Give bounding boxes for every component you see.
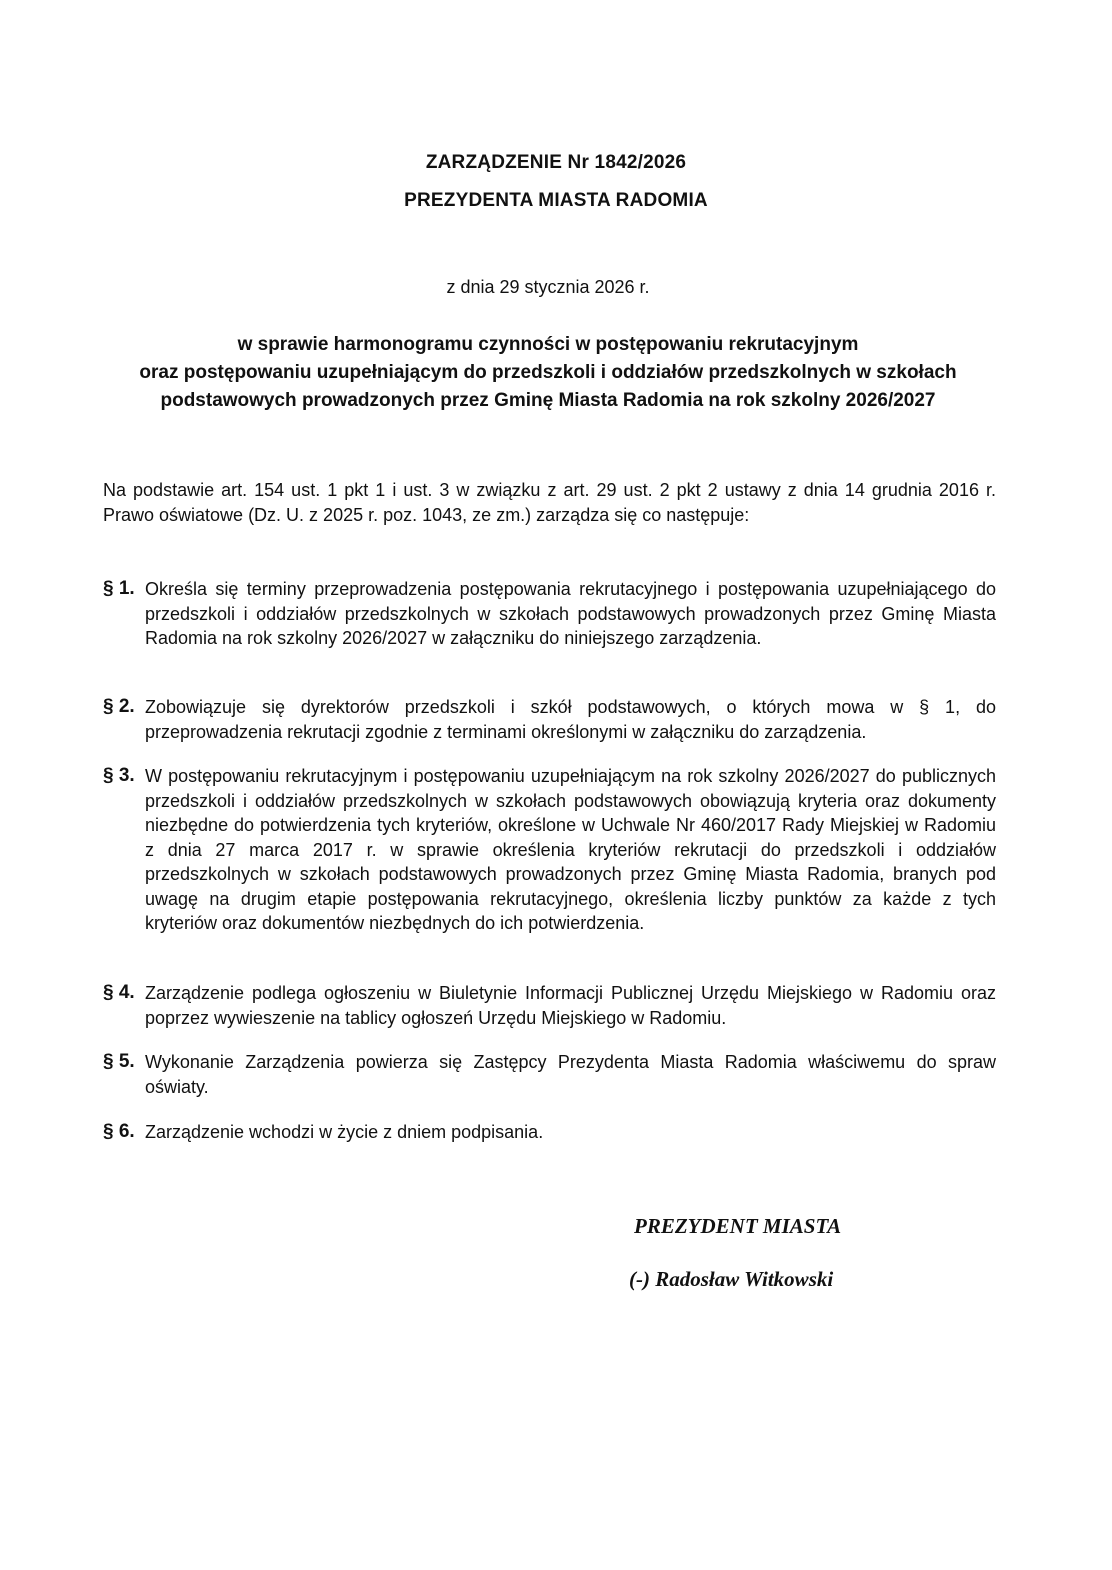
document-subject [100, 331, 996, 415]
document-issuer: PREZYDENTA MIASTA RADOMIA [404, 190, 708, 211]
paragraph-text: Zarządzenie podlega ogłoszeniu w Biuletynie Informacji Publicznej Urzędu Miejskiego w Radomiu oraz poprzez wywieszenie na tablicy ogłoszeń Urzędu Miejskiego w Radomiu. [145, 983, 996, 1028]
legal-basis: Na podstawie art. 154 ust. 1 pkt 1 i ust. 3 w związku z art. 29 ust. 2 pkt 2 ustawy z dnia 14 grudnia 2016 r. Prawo oświatowe (Dz. U. z 2025 r. poz. 1043, ze zm.) zarządza się co następuje: [103, 480, 996, 525]
paragraph-text: Zobowiązuje się dyrektorów przedszkoli i szkół podstawowych, o których mowa w § 1, do przeprowadzenia rekrutacji zgodnie z terminami określonymi w załączniku do zarządzenia. [145, 697, 996, 742]
paragraph-number: § 4. [103, 982, 135, 1003]
document-title: ZARZĄDZENIE Nr 1842/2026 [425, 152, 687, 173]
paragraph-3 [103, 764, 996, 936]
paragraph-text: Określa się terminy przeprowadzenia postępowania rekrutacyjnego i postępowania uzupełniającego do przedszkoli i oddziałów przedszkolnych w szkołach podstawowych prowadzonych przez Gminę Miasta Radomia na rok szkolny 2026/2027 w załączniku do niniejszego zarządzenia. [145, 579, 996, 648]
signature-title: PREZYDENT MIASTA [634, 1214, 842, 1238]
paragraph-number: § 3. [103, 765, 135, 786]
signature-name: (-) Radosław Witkowski [629, 1267, 834, 1291]
paragraph-6 [103, 1120, 996, 1145]
subject-line: podstawowych prowadzonych przez Gminę Miasta Radomia na rok szkolny 2026/2027 [160, 390, 936, 411]
paragraph-text: Zarządzenie wchodzi w życie z dniem podpisania. [145, 1122, 544, 1142]
subject-line: w sprawie harmonogramu czynności w postępowaniu rekrutacyjnym [237, 334, 859, 355]
paragraph-text: W postępowaniu rekrutacyjnym i postępowaniu uzupełniającym na rok szkolny 2026/2027 do publicznych przedszkoli i oddziałów przedszkolnych w szkołach podstawowych obowiązują kryteria oraz dokumenty niezbędne do potwierdzenia tych kryteriów, określone w Uchwale Nr 460/2017 Rady Miejskiej w Radomiu z dnia 27 marca 2017 r. w sprawie określenia kryteriów rekrutacji do przedszkoli i oddziałów przedszkolnych w szkołach podstawowych prowadzonych przez Gminę Miasta Radomia, branych pod uwagę na drugim etapie postępowania rekrutacyjnego, określenia liczby punktów za każde z tych kryteriów oraz dokumentów niezbędnych do ich potwierdzenia. [145, 766, 996, 933]
paragraph-4 [103, 981, 996, 1030]
paragraph-2 [103, 695, 996, 744]
paragraph-5 [103, 1050, 996, 1099]
paragraph-number: § 1. [103, 578, 135, 599]
subject-line: oraz postępowaniu uzupełniającym do przedszkoli i oddziałów przedszkolnych w szkołach [139, 362, 957, 383]
document-date: z dnia 29 stycznia 2026 r. [446, 277, 650, 297]
paragraph-number: § 5. [103, 1051, 135, 1072]
paragraph-text: Wykonanie Zarządzenia powierza się Zastępcy Prezydenta Miasta Radomia właściwemu do spraw oświaty. [145, 1052, 996, 1097]
paragraph-1 [103, 577, 996, 651]
paragraph-number: § 2. [103, 696, 135, 717]
paragraph-number: § 6. [103, 1121, 135, 1142]
